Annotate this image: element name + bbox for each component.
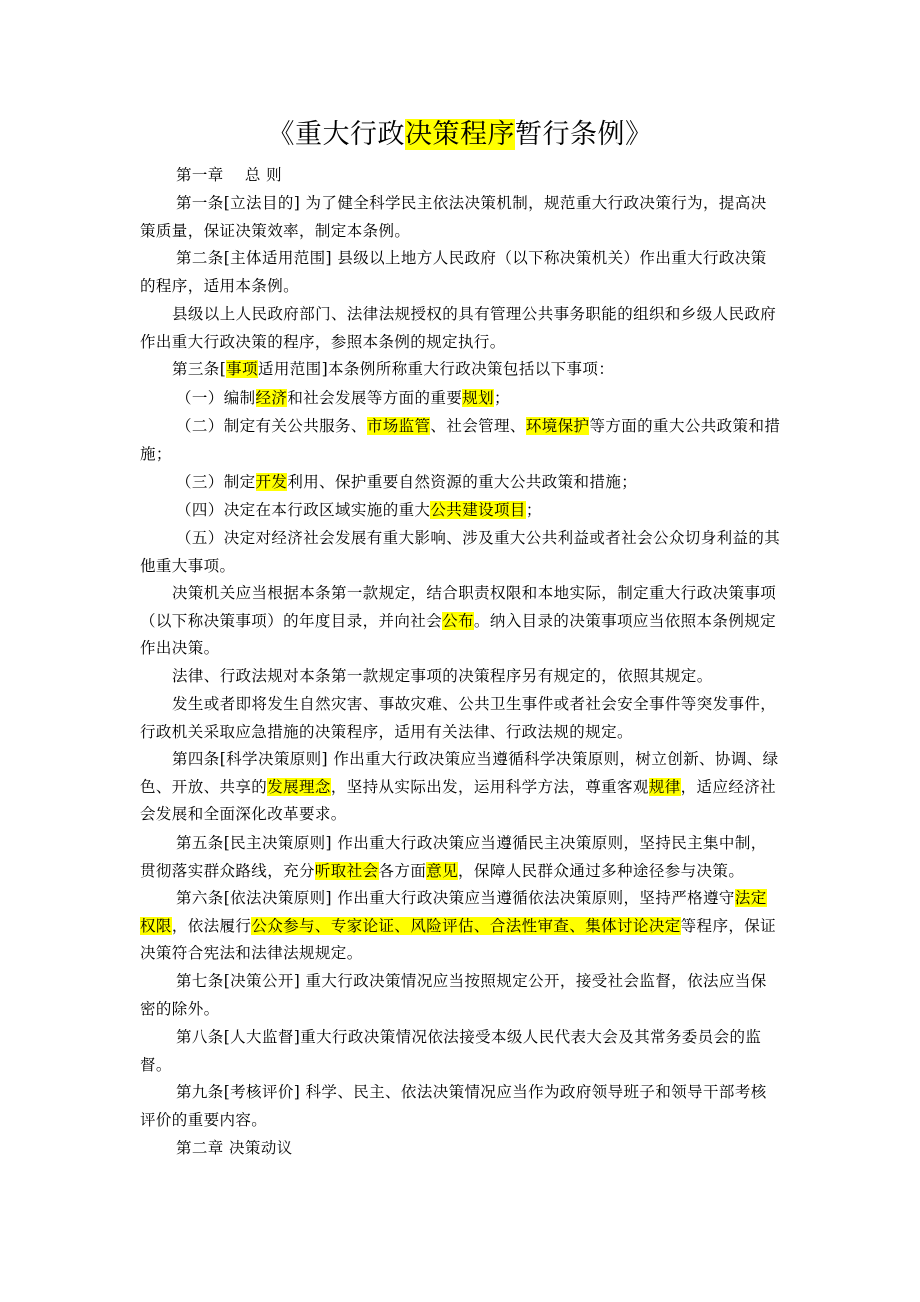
article-1: 第一条[立法目的] 为了健全科学民主依法决策机制，规范重大行政决策行为，提高决策质量，保证决策效率，制定本条例。 xyxy=(140,194,767,240)
article-3-para-3: 法律、行政法规对本条第一款规定事项的决策程序另有规定的，依照其规定。 xyxy=(172,667,713,685)
highlight: 听取社会 xyxy=(314,861,379,880)
article-7: 第七条[决策公开] 重大行政决策情况应当按照规定公开，接受社会监督，依法应当保密的除外。 xyxy=(140,972,767,1018)
article-3-para-4: 发生或者即将发生自然灾害、事故灾难、公共卫生事件或者社会安全事件等突发事件，行政机关采取应急措施的决策程序，适用有关法律、行政法规的规定。 xyxy=(140,695,777,741)
highlight: 发展理念 xyxy=(267,777,331,796)
title-highlight: 决策程序 xyxy=(405,119,515,150)
highlight: 法定权限 xyxy=(140,889,767,935)
chapter-1-heading: 第一章 总 则 xyxy=(176,166,283,184)
article-4: 第四条[科学决策原则] 作出重大行政决策应当遵循科学决策原则，树立创新、协调、绿色、开放、共享的发展理念，坚持从实际出发，运用科学方法，尊重客观规律，适应经济社会发展和全面深化改革要求。 xyxy=(140,750,779,823)
article-8: 第八条[人大监督]重大行政决策情况依法接受本级人民代表大会及其常务委员会的监督。 xyxy=(140,1028,762,1074)
article-2-para-2: 县级以上人民政府部门、法律法规授权的具有管理公共事务职能的组织和乡级人民政府作出重大行政决策的程序，参照本条例的规定执行。 xyxy=(140,305,777,351)
article-3-item-1: （一）编制经济和社会发展等方面的重要规划； xyxy=(176,389,510,407)
highlight: 意见 xyxy=(426,861,459,880)
article-9: 第九条[考核评价] 科学、民主、依法决策情况应当作为政府领导班子和领导干部考核评价的重要内容。 xyxy=(140,1083,767,1129)
article-3-item-5: （五）决定对经济社会发展有重大影响、涉及重大公共利益或者社会公众切身利益的其他重大事项。 xyxy=(140,529,781,575)
article-6: 第六条[依法决策原则] 作出重大行政决策应当遵循依法决策原则，坚持严格遵守法定权限，依法履行公众参与、专家论证、风险评估、合法性审查、集体讨论决定等程序，保证决策符合宪法和法律法规规定。 xyxy=(140,889,777,962)
title-text: 《重大行政 xyxy=(267,119,405,150)
article-3-para-2: 决策机关应当根据本条第一款规定，结合职责权限和本地实际，制定重大行政决策事项（以下称决策事项）的年度目录，并向社会公布。纳入目录的决策事项应当依照本条例规定作出决策。 xyxy=(140,584,777,657)
article-3-item-3: （三）制定开发利用、保护重要自然资源的重大公共政策和措施； xyxy=(176,473,638,491)
highlight: 环境保护 xyxy=(525,417,590,435)
highlight: 经济 xyxy=(255,389,288,407)
highlight: 公共建设项目 xyxy=(430,501,526,519)
document-title xyxy=(0,113,920,157)
article-5: 第五条[民主决策原则] 作出重大行政决策应当遵循民主决策原则，坚持民主集中制，贯彻落实群众路线，充分听取社会各方面意见，保障人民群众通过多种途径参与决策。 xyxy=(140,834,767,880)
highlight: 市场监管 xyxy=(366,417,431,435)
chapter-2-heading: 第二章 决策动议 xyxy=(176,1139,293,1157)
title-text: 暂行条例》 xyxy=(515,119,653,150)
article-3-item-2: （二）制定有关公共服务、市场监管、社会管理、环境保护等方面的重大公共政策和措施； xyxy=(140,417,781,463)
highlight: 规划 xyxy=(462,389,495,407)
article-3: 第三条[事项适用范围]本条例所称重大行政决策包括以下事项： xyxy=(172,360,615,378)
article-3-item-4: （四）决定在本行政区域实施的重大公共建设项目； xyxy=(176,501,542,519)
highlight: 事项 xyxy=(226,360,258,378)
highlight: 开发 xyxy=(255,473,288,491)
article-2: 第二条[主体适用范围] 县级以上地方人民政府（以下称决策机关）作出重大行政决策的程序，适用本条例。 xyxy=(140,249,767,295)
highlight: 规律 xyxy=(648,777,681,796)
highlight: 公众参与、专家论证、风险评估、合法性审查、集体讨论决定 xyxy=(251,916,681,935)
highlight: 公布 xyxy=(442,611,474,630)
